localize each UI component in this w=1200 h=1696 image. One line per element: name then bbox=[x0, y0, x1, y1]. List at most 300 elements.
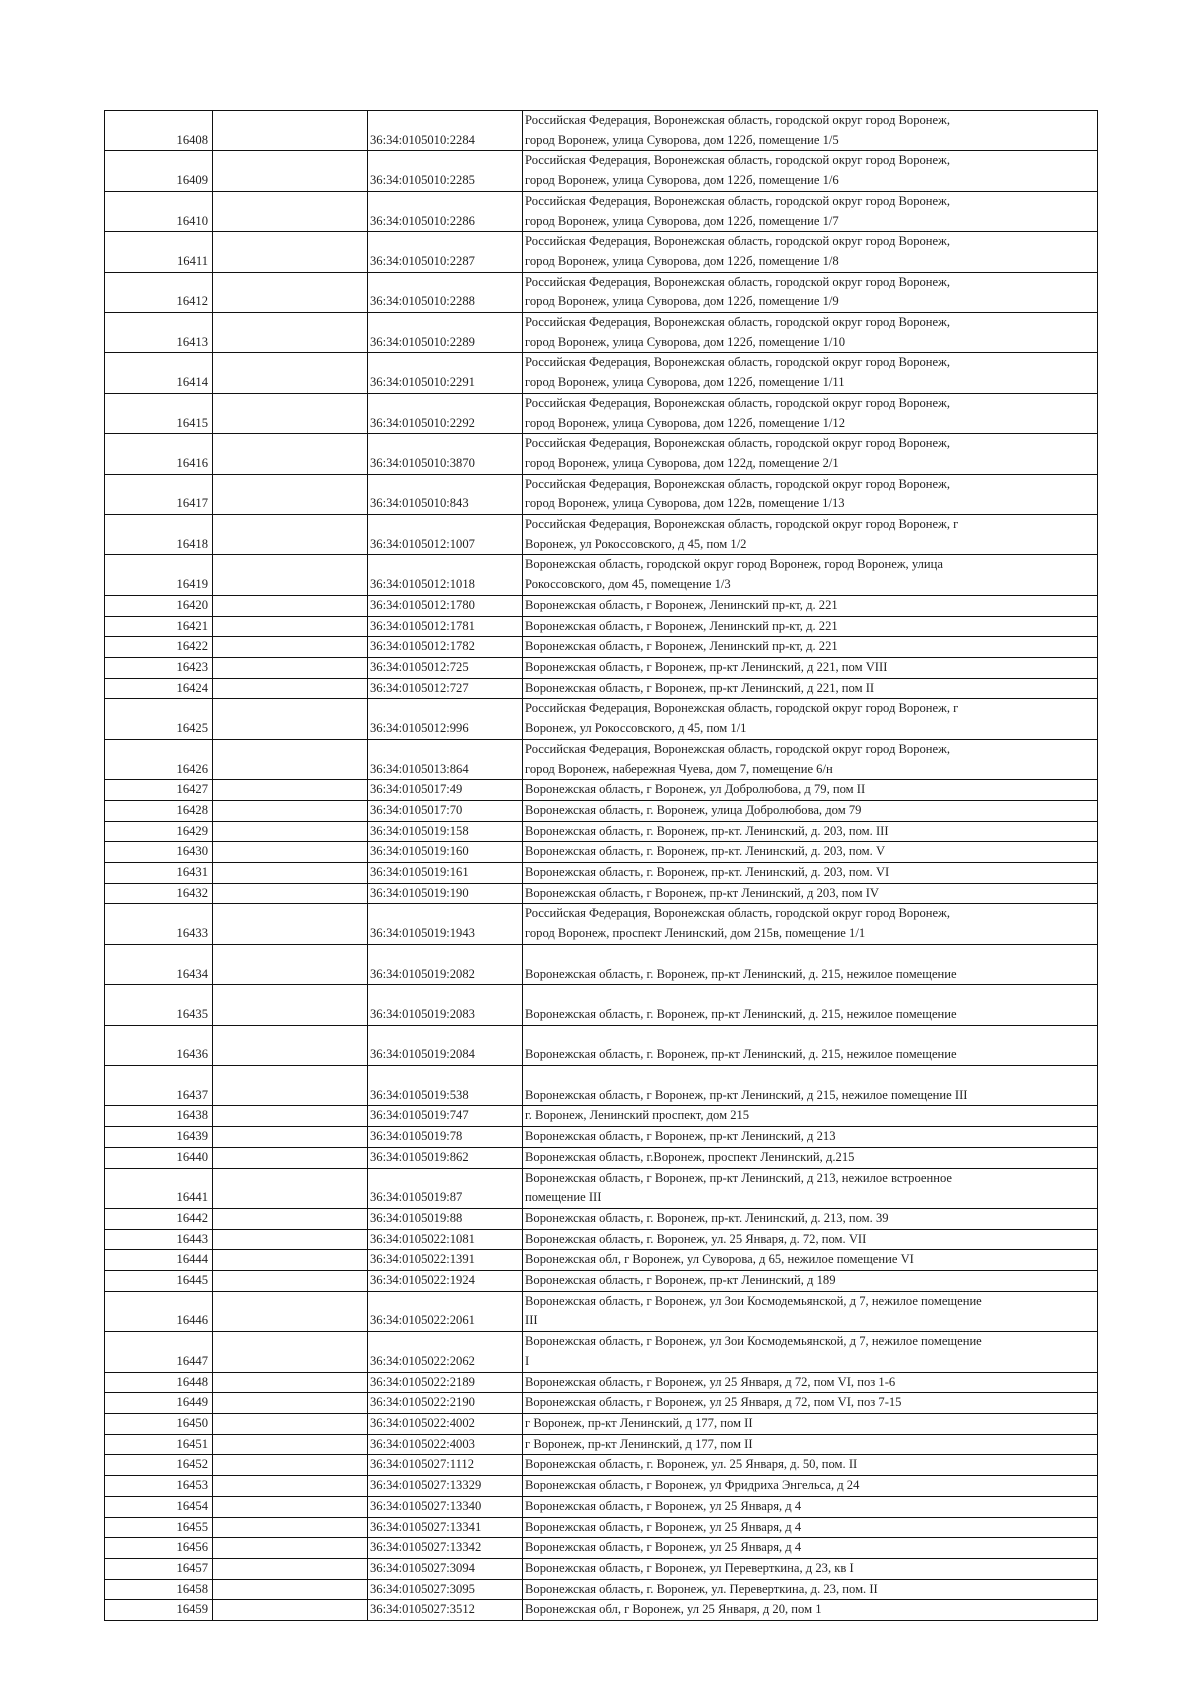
row-number-cell: 16457 bbox=[105, 1558, 213, 1579]
cadastral-number-cell: 36:34:0105022:1391 bbox=[368, 1250, 523, 1271]
cadastral-number-cell: 36:34:0105010:843 bbox=[368, 474, 523, 514]
row-number-cell: 16443 bbox=[105, 1229, 213, 1250]
table-row bbox=[105, 800, 1098, 821]
row-number-cell: 16454 bbox=[105, 1496, 213, 1517]
row-number-cell: 16438 bbox=[105, 1106, 213, 1127]
table-row bbox=[105, 1250, 1098, 1271]
address-cell bbox=[523, 1558, 1098, 1579]
address-line: город Воронеж, проспект Ленинский, дом 215в, помещение 1/1 bbox=[525, 926, 866, 941]
row-number-cell: 16428 bbox=[105, 800, 213, 821]
row-number-cell: 16432 bbox=[105, 883, 213, 904]
cadastral-number-cell: 36:34:0105010:2292 bbox=[368, 393, 523, 433]
address-cell bbox=[523, 1127, 1098, 1148]
address-cell bbox=[523, 1229, 1098, 1250]
address-cell bbox=[523, 1600, 1098, 1621]
address-line: Воронежская область, городской округ город Воронеж, город Воронеж, улица bbox=[525, 557, 943, 572]
empty-cell bbox=[213, 1291, 368, 1331]
table-row bbox=[105, 353, 1098, 393]
cadastral-number-cell: 36:34:0105027:3512 bbox=[368, 1600, 523, 1621]
cadastral-number-cell: 36:34:0105019:2082 bbox=[368, 944, 523, 984]
address-line: Воронеж, ул Рокоссовского, д 45, пом 1/2 bbox=[525, 536, 747, 551]
address-line: Воронежская область, г Воронеж, ул Зои Космодемьянской, д 7, нежилое помещение bbox=[525, 1334, 982, 1349]
address-line bbox=[525, 1026, 1095, 1046]
table-row bbox=[105, 863, 1098, 884]
cadastral-number-cell: 36:34:0105019:2084 bbox=[368, 1025, 523, 1065]
table-row bbox=[105, 616, 1098, 637]
address-line: Российская Федерация, Воронежская область, городской округ город Воронеж, bbox=[525, 395, 950, 410]
empty-cell bbox=[213, 272, 368, 312]
row-number-cell: 16410 bbox=[105, 191, 213, 231]
address-line: Воронежская область, г Воронеж, ул Фридриха Энгельса, д 24 bbox=[525, 1478, 860, 1493]
address-line: Воронежская область, г. Воронеж, ул. 25 Января, д. 72, пом. VII bbox=[525, 1231, 867, 1246]
table-row bbox=[105, 272, 1098, 312]
cadastral-number-cell: 36:34:0105010:2288 bbox=[368, 272, 523, 312]
empty-cell bbox=[213, 842, 368, 863]
address-line: Российская Федерация, Воронежская область, городской округ город Воронеж, bbox=[525, 113, 950, 127]
address-line: Российская Федерация, Воронежская область, городской округ город Воронеж, bbox=[525, 234, 950, 249]
address-cell bbox=[523, 555, 1098, 595]
address-cell bbox=[523, 1517, 1098, 1538]
address-line: Воронежская область, г. Воронеж, пр-кт. Ленинский, д. 203, пом. III bbox=[525, 823, 889, 838]
row-number-cell: 16434 bbox=[105, 944, 213, 984]
address-line: город Воронеж, улица Суворова, дом 122б, помещение 1/12 bbox=[525, 415, 846, 430]
row-number-cell: 16414 bbox=[105, 353, 213, 393]
address-line: Воронежская область, г Воронеж, ул 25 Января, д 72, пом VI, поз 7-15 bbox=[525, 1395, 902, 1410]
table-row bbox=[105, 985, 1098, 1025]
address-line: Воронежская область, г Воронеж, пр-кт Ленинский, д 221, пом VIII bbox=[525, 659, 888, 674]
address-line: III bbox=[525, 1313, 538, 1328]
address-cell bbox=[523, 1147, 1098, 1168]
table-row bbox=[105, 191, 1098, 231]
address-cell bbox=[523, 863, 1098, 884]
address-line: г. Воронеж, Ленинский проспект, дом 215 bbox=[525, 1108, 750, 1123]
table-row bbox=[105, 1579, 1098, 1600]
row-number-cell: 16442 bbox=[105, 1208, 213, 1229]
cadastral-number-cell: 36:34:0105027:1112 bbox=[368, 1455, 523, 1476]
row-number-cell: 16456 bbox=[105, 1538, 213, 1559]
table-row bbox=[105, 1434, 1098, 1455]
row-number-cell: 16440 bbox=[105, 1147, 213, 1168]
address-line: Воронежская область, г. Воронеж, пр-кт Ленинский, д. 215, нежилое помещение bbox=[525, 966, 957, 981]
table-row bbox=[105, 1455, 1098, 1476]
empty-cell bbox=[213, 739, 368, 779]
table-row bbox=[105, 1168, 1098, 1208]
empty-cell bbox=[213, 1229, 368, 1250]
address-cell bbox=[523, 699, 1098, 739]
row-number-cell: 16429 bbox=[105, 821, 213, 842]
address-line: Воронежская область, г. Воронеж, улица Добролюбова, дом 79 bbox=[525, 802, 862, 817]
address-line: I bbox=[525, 1353, 530, 1368]
cadastral-number-cell: 36:34:0105012:1007 bbox=[368, 515, 523, 555]
address-line: Воронежская область, г Воронеж, ул 25 Января, д 4 bbox=[525, 1519, 802, 1534]
cadastral-number-cell: 36:34:0105019:747 bbox=[368, 1106, 523, 1127]
row-number-cell: 16453 bbox=[105, 1476, 213, 1497]
address-line: Российская Федерация, Воронежская область, городской округ город Воронеж, bbox=[525, 274, 950, 289]
address-cell bbox=[523, 944, 1098, 984]
address-line: Воронежская область, г. Воронеж, пр-кт Ленинский, д. 215, нежилое помещение bbox=[525, 1006, 957, 1021]
address-line: Воронежская область, г.Воронеж, проспект Ленинский, д.215 bbox=[525, 1149, 855, 1164]
row-number-cell: 16447 bbox=[105, 1332, 213, 1372]
row-number-cell: 16437 bbox=[105, 1066, 213, 1106]
table-row bbox=[105, 678, 1098, 699]
address-cell bbox=[523, 821, 1098, 842]
row-number-cell: 16415 bbox=[105, 393, 213, 433]
table-row bbox=[105, 313, 1098, 353]
row-number-cell: 16417 bbox=[105, 474, 213, 514]
address-line: г Воронеж, пр-кт Ленинский, д 177, пом II bbox=[525, 1436, 753, 1451]
cadastral-number-cell: 36:34:0105017:70 bbox=[368, 800, 523, 821]
empty-cell bbox=[213, 821, 368, 842]
address-cell bbox=[523, 1434, 1098, 1455]
table-row bbox=[105, 699, 1098, 739]
address-cell bbox=[523, 1496, 1098, 1517]
table-row bbox=[105, 1208, 1098, 1229]
table-row bbox=[105, 1476, 1098, 1497]
address-cell bbox=[523, 842, 1098, 863]
empty-cell bbox=[213, 944, 368, 984]
cadastral-number-cell: 36:34:0105022:4002 bbox=[368, 1414, 523, 1435]
cadastral-number-cell: 36:34:0105019:78 bbox=[368, 1127, 523, 1148]
row-number-cell: 16421 bbox=[105, 616, 213, 637]
table-row bbox=[105, 1538, 1098, 1559]
registry-table-body bbox=[105, 111, 1098, 1621]
address-line bbox=[525, 1066, 1095, 1086]
address-line: город Воронеж, улица Суворова, дом 122б, помещение 1/8 bbox=[525, 253, 839, 268]
row-number-cell: 16427 bbox=[105, 780, 213, 801]
cadastral-number-cell: 36:34:0105022:4003 bbox=[368, 1434, 523, 1455]
address-line: Воронежская область, г Воронеж, пр-кт Ленинский, д 215, нежилое помещение III bbox=[525, 1087, 968, 1102]
address-cell bbox=[523, 111, 1098, 151]
empty-cell bbox=[213, 780, 368, 801]
row-number-cell: 16412 bbox=[105, 272, 213, 312]
row-number-cell: 16449 bbox=[105, 1393, 213, 1414]
address-cell bbox=[523, 393, 1098, 433]
cadastral-number-cell: 36:34:0105019:862 bbox=[368, 1147, 523, 1168]
empty-cell bbox=[213, 353, 368, 393]
empty-cell bbox=[213, 1106, 368, 1127]
cadastral-number-cell: 36:34:0105019:88 bbox=[368, 1208, 523, 1229]
address-line: город Воронеж, улица Суворова, дом 122б, помещение 1/6 bbox=[525, 173, 839, 188]
cadastral-number-cell: 36:34:0105010:2284 bbox=[368, 111, 523, 151]
empty-cell bbox=[213, 863, 368, 884]
table-row bbox=[105, 1229, 1098, 1250]
row-number-cell: 16420 bbox=[105, 595, 213, 616]
row-number-cell: 16436 bbox=[105, 1025, 213, 1065]
cadastral-number-cell: 36:34:0105013:864 bbox=[368, 739, 523, 779]
empty-cell bbox=[213, 1208, 368, 1229]
table-row bbox=[105, 1147, 1098, 1168]
table-row bbox=[105, 904, 1098, 944]
cadastral-number-cell: 36:34:0105010:2289 bbox=[368, 313, 523, 353]
row-number-cell: 16445 bbox=[105, 1271, 213, 1292]
cadastral-number-cell: 36:34:0105027:13341 bbox=[368, 1517, 523, 1538]
row-number-cell: 16411 bbox=[105, 232, 213, 272]
cadastral-number-cell: 36:34:0105019:2083 bbox=[368, 985, 523, 1025]
address-line bbox=[525, 945, 1095, 965]
address-cell bbox=[523, 272, 1098, 312]
address-cell bbox=[523, 1579, 1098, 1600]
table-row bbox=[105, 1127, 1098, 1148]
cadastral-number-cell: 36:34:0105012:1780 bbox=[368, 595, 523, 616]
address-line: город Воронеж, улица Суворова, дом 122б, помещение 1/9 bbox=[525, 294, 839, 309]
table-row bbox=[105, 944, 1098, 984]
cadastral-number-cell: 36:34:0105022:2061 bbox=[368, 1291, 523, 1331]
address-cell bbox=[523, 1455, 1098, 1476]
address-cell bbox=[523, 739, 1098, 779]
empty-cell bbox=[213, 678, 368, 699]
cadastral-number-cell: 36:34:0105010:2287 bbox=[368, 232, 523, 272]
empty-cell bbox=[213, 1168, 368, 1208]
address-cell bbox=[523, 1106, 1098, 1127]
address-cell bbox=[523, 657, 1098, 678]
cadastral-number-cell: 36:34:0105022:2062 bbox=[368, 1332, 523, 1372]
table-row bbox=[105, 434, 1098, 474]
table-row bbox=[105, 515, 1098, 555]
address-line: Российская Федерация, Воронежская область, городской округ город Воронеж, bbox=[525, 315, 950, 330]
table-row bbox=[105, 1558, 1098, 1579]
empty-cell bbox=[213, 1558, 368, 1579]
address-cell bbox=[523, 1025, 1098, 1065]
address-line: город Воронеж, улица Суворова, дом 122д, помещение 2/1 bbox=[525, 455, 839, 470]
row-number-cell: 16418 bbox=[105, 515, 213, 555]
address-line: Воронежская обл, г Воронеж, ул 25 Января, д 20, пом 1 bbox=[525, 1602, 822, 1617]
address-cell bbox=[523, 616, 1098, 637]
address-line: Рокоссовского, дом 45, помещение 1/3 bbox=[525, 577, 731, 592]
row-number-cell: 16458 bbox=[105, 1579, 213, 1600]
empty-cell bbox=[213, 151, 368, 191]
empty-cell bbox=[213, 1271, 368, 1292]
table-row bbox=[105, 1066, 1098, 1106]
cadastral-number-cell: 36:34:0105010:2291 bbox=[368, 353, 523, 393]
address-line: Воронежская область, г. Воронеж, ул. 25 Января, д. 50, пом. II bbox=[525, 1457, 858, 1472]
row-number-cell: 16430 bbox=[105, 842, 213, 863]
empty-cell bbox=[213, 1476, 368, 1497]
row-number-cell: 16444 bbox=[105, 1250, 213, 1271]
cadastral-number-cell: 36:34:0105019:160 bbox=[368, 842, 523, 863]
address-cell bbox=[523, 1332, 1098, 1372]
table-row bbox=[105, 1106, 1098, 1127]
row-number-cell: 16459 bbox=[105, 1600, 213, 1621]
registry-table bbox=[104, 110, 1098, 1621]
address-cell bbox=[523, 515, 1098, 555]
empty-cell bbox=[213, 800, 368, 821]
address-cell bbox=[523, 151, 1098, 191]
address-cell bbox=[523, 191, 1098, 231]
address-cell bbox=[523, 353, 1098, 393]
table-row bbox=[105, 1414, 1098, 1435]
cadastral-number-cell: 36:34:0105012:727 bbox=[368, 678, 523, 699]
cadastral-number-cell: 36:34:0105027:13342 bbox=[368, 1538, 523, 1559]
address-cell bbox=[523, 637, 1098, 658]
address-cell bbox=[523, 1208, 1098, 1229]
table-row bbox=[105, 657, 1098, 678]
table-row bbox=[105, 1025, 1098, 1065]
address-line: город Воронеж, улица Суворова, дом 122б, помещение 1/7 bbox=[525, 213, 839, 228]
empty-cell bbox=[213, 1600, 368, 1621]
table-row bbox=[105, 780, 1098, 801]
empty-cell bbox=[213, 1517, 368, 1538]
address-cell bbox=[523, 1414, 1098, 1435]
cadastral-number-cell: 36:34:0105019:1943 bbox=[368, 904, 523, 944]
address-line: Воронежская область, г Воронеж, пр-кт Ленинский, д 203, пом IV bbox=[525, 885, 880, 900]
cadastral-number-cell: 36:34:0105027:3094 bbox=[368, 1558, 523, 1579]
row-number-cell: 16409 bbox=[105, 151, 213, 191]
cadastral-number-cell: 36:34:0105027:13340 bbox=[368, 1496, 523, 1517]
empty-cell bbox=[213, 1066, 368, 1106]
cadastral-number-cell: 36:34:0105012:1018 bbox=[368, 555, 523, 595]
address-line: город Воронеж, улица Суворова, дом 122в, помещение 1/13 bbox=[525, 496, 845, 511]
row-number-cell: 16441 bbox=[105, 1168, 213, 1208]
row-number-cell: 16455 bbox=[105, 1517, 213, 1538]
address-line: Российская Федерация, Воронежская область, городской округ город Воронеж, bbox=[525, 355, 950, 370]
empty-cell bbox=[213, 1434, 368, 1455]
table-row bbox=[105, 555, 1098, 595]
address-line: Воронежская область, г Воронеж, ул 25 Января, д 4 bbox=[525, 1540, 802, 1555]
address-line: Российская Федерация, Воронежская область, городской округ город Воронеж, bbox=[525, 476, 950, 491]
empty-cell bbox=[213, 191, 368, 231]
address-cell bbox=[523, 232, 1098, 272]
empty-cell bbox=[213, 111, 368, 151]
row-number-cell: 16426 bbox=[105, 739, 213, 779]
cadastral-number-cell: 36:34:0105027:3095 bbox=[368, 1579, 523, 1600]
row-number-cell: 16413 bbox=[105, 313, 213, 353]
address-cell bbox=[523, 595, 1098, 616]
empty-cell bbox=[213, 595, 368, 616]
row-number-cell: 16435 bbox=[105, 985, 213, 1025]
address-line: Воронежская область, г Воронеж, пр-кт Ленинский, д 213, нежилое встроенное bbox=[525, 1170, 953, 1185]
cadastral-number-cell: 36:34:0105010:3870 bbox=[368, 434, 523, 474]
address-line: Воронежская область, г. Воронеж, пр-кт. Ленинский, д. 213, пом. 39 bbox=[525, 1210, 889, 1225]
address-line: г Воронеж, пр-кт Ленинский, д 177, пом II bbox=[525, 1416, 753, 1430]
empty-cell bbox=[213, 232, 368, 272]
address-cell bbox=[523, 1168, 1098, 1208]
address-line: Воронежская область, г Воронеж, Ленинский пр-кт, д. 221 bbox=[525, 597, 838, 612]
address-line: Воронежская область, г Воронеж, ул Переверткина, д 23, кв I bbox=[525, 1560, 854, 1575]
address-line: Российская Федерация, Воронежская область, городской округ город Воронеж, г bbox=[525, 517, 959, 532]
address-cell bbox=[523, 800, 1098, 821]
address-line: город Воронеж, улица Суворова, дом 122б, помещение 1/11 bbox=[525, 375, 845, 390]
row-number-cell: 16452 bbox=[105, 1455, 213, 1476]
empty-cell bbox=[213, 1372, 368, 1393]
cadastral-number-cell: 36:34:0105012:1781 bbox=[368, 616, 523, 637]
table-row bbox=[105, 232, 1098, 272]
empty-cell bbox=[213, 434, 368, 474]
address-line: город Воронеж, улица Суворова, дом 122б, помещение 1/5 bbox=[525, 132, 839, 147]
cadastral-number-cell: 36:34:0105022:1081 bbox=[368, 1229, 523, 1250]
cadastral-number-cell: 36:34:0105022:2190 bbox=[368, 1393, 523, 1414]
table-row bbox=[105, 1271, 1098, 1292]
empty-cell bbox=[213, 1147, 368, 1168]
empty-cell bbox=[213, 904, 368, 944]
address-line: Воронежская область, г. Воронеж, пр-кт. Ленинский, д. 203, пом. V bbox=[525, 844, 886, 859]
row-number-cell: 16431 bbox=[105, 863, 213, 884]
table-row bbox=[105, 883, 1098, 904]
address-cell bbox=[523, 1476, 1098, 1497]
empty-cell bbox=[213, 1496, 368, 1517]
cadastral-number-cell: 36:34:0105012:996 bbox=[368, 699, 523, 739]
address-line: Воронежская область, г Воронеж, пр-кт Ленинский, д 221, пом II bbox=[525, 680, 875, 695]
empty-cell bbox=[213, 699, 368, 739]
address-line: Воронежская область, г. Воронеж, пр-кт. Ленинский, д. 203, пом. VI bbox=[525, 865, 890, 880]
address-line: Воронеж, ул Рокоссовского, д 45, пом 1/1 bbox=[525, 721, 747, 736]
address-cell bbox=[523, 904, 1098, 944]
address-cell bbox=[523, 985, 1098, 1025]
address-line: Воронежская область, г Воронеж, ул Зои Космодемьянской, д 7, нежилое помещение bbox=[525, 1293, 982, 1308]
row-number-cell: 16419 bbox=[105, 555, 213, 595]
address-line: Воронежская область, г Воронеж, пр-кт Ленинский, д 189 bbox=[525, 1273, 836, 1288]
row-number-cell: 16433 bbox=[105, 904, 213, 944]
table-row bbox=[105, 393, 1098, 433]
empty-cell bbox=[213, 616, 368, 637]
cadastral-number-cell: 36:34:0105019:190 bbox=[368, 883, 523, 904]
row-number-cell: 16450 bbox=[105, 1414, 213, 1435]
address-cell bbox=[523, 883, 1098, 904]
address-cell bbox=[523, 1538, 1098, 1559]
row-number-cell: 16416 bbox=[105, 434, 213, 474]
table-row bbox=[105, 637, 1098, 658]
cadastral-number-cell: 36:34:0105012:1782 bbox=[368, 637, 523, 658]
address-line: Воронежская область, г Воронеж, Ленинский пр-кт, д. 221 bbox=[525, 639, 838, 654]
address-line: Воронежская область, г. Воронеж, ул. Переверткина, д. 23, пом. II bbox=[525, 1581, 878, 1596]
cadastral-number-cell: 36:34:0105022:2189 bbox=[368, 1372, 523, 1393]
row-number-cell: 16446 bbox=[105, 1291, 213, 1331]
table-row bbox=[105, 739, 1098, 779]
address-line: Российская Федерация, Воронежская область, городской округ город Воронеж, bbox=[525, 193, 950, 208]
empty-cell bbox=[213, 1455, 368, 1476]
address-cell bbox=[523, 434, 1098, 474]
address-cell bbox=[523, 678, 1098, 699]
address-cell bbox=[523, 1393, 1098, 1414]
table-row bbox=[105, 111, 1098, 151]
address-cell bbox=[523, 474, 1098, 514]
row-number-cell: 16451 bbox=[105, 1434, 213, 1455]
empty-cell bbox=[213, 1250, 368, 1271]
address-cell bbox=[523, 1372, 1098, 1393]
cadastral-number-cell: 36:34:0105010:2286 bbox=[368, 191, 523, 231]
address-line: Воронежская область, г Воронеж, ул 25 Января, д 72, пом VI, поз 1-6 bbox=[525, 1374, 896, 1389]
address-line: Воронежская область, г Воронеж, ул Добролюбова, д 79, пом II bbox=[525, 782, 866, 797]
empty-cell bbox=[213, 985, 368, 1025]
address-line: Воронежская область, г. Воронеж, пр-кт Ленинский, д. 215, нежилое помещение bbox=[525, 1047, 957, 1062]
address-line: Российская Федерация, Воронежская область, городской округ город Воронеж, bbox=[525, 906, 950, 921]
table-row bbox=[105, 595, 1098, 616]
table-row bbox=[105, 474, 1098, 514]
cadastral-number-cell: 36:34:0105019:161 bbox=[368, 863, 523, 884]
table-row bbox=[105, 1393, 1098, 1414]
table-row bbox=[105, 1517, 1098, 1538]
empty-cell bbox=[213, 474, 368, 514]
address-cell bbox=[523, 780, 1098, 801]
empty-cell bbox=[213, 1393, 368, 1414]
address-line: помещение III bbox=[525, 1190, 602, 1205]
cadastral-number-cell: 36:34:0105027:13329 bbox=[368, 1476, 523, 1497]
row-number-cell: 16422 bbox=[105, 637, 213, 658]
cadastral-number-cell: 36:34:0105010:2285 bbox=[368, 151, 523, 191]
empty-cell bbox=[213, 1127, 368, 1148]
row-number-cell: 16425 bbox=[105, 699, 213, 739]
empty-cell bbox=[213, 555, 368, 595]
empty-cell bbox=[213, 1538, 368, 1559]
address-cell bbox=[523, 313, 1098, 353]
address-line: город Воронеж, улица Суворова, дом 122б, помещение 1/10 bbox=[525, 334, 846, 349]
empty-cell bbox=[213, 1579, 368, 1600]
cadastral-number-cell: 36:34:0105022:1924 bbox=[368, 1271, 523, 1292]
table-row bbox=[105, 151, 1098, 191]
table-row bbox=[105, 1332, 1098, 1372]
empty-cell bbox=[213, 1025, 368, 1065]
address-line: Российская Федерация, Воронежская область, городской округ город Воронеж, bbox=[525, 741, 950, 756]
address-line: Российская Федерация, Воронежская область, городской округ город Воронеж, bbox=[525, 153, 950, 168]
